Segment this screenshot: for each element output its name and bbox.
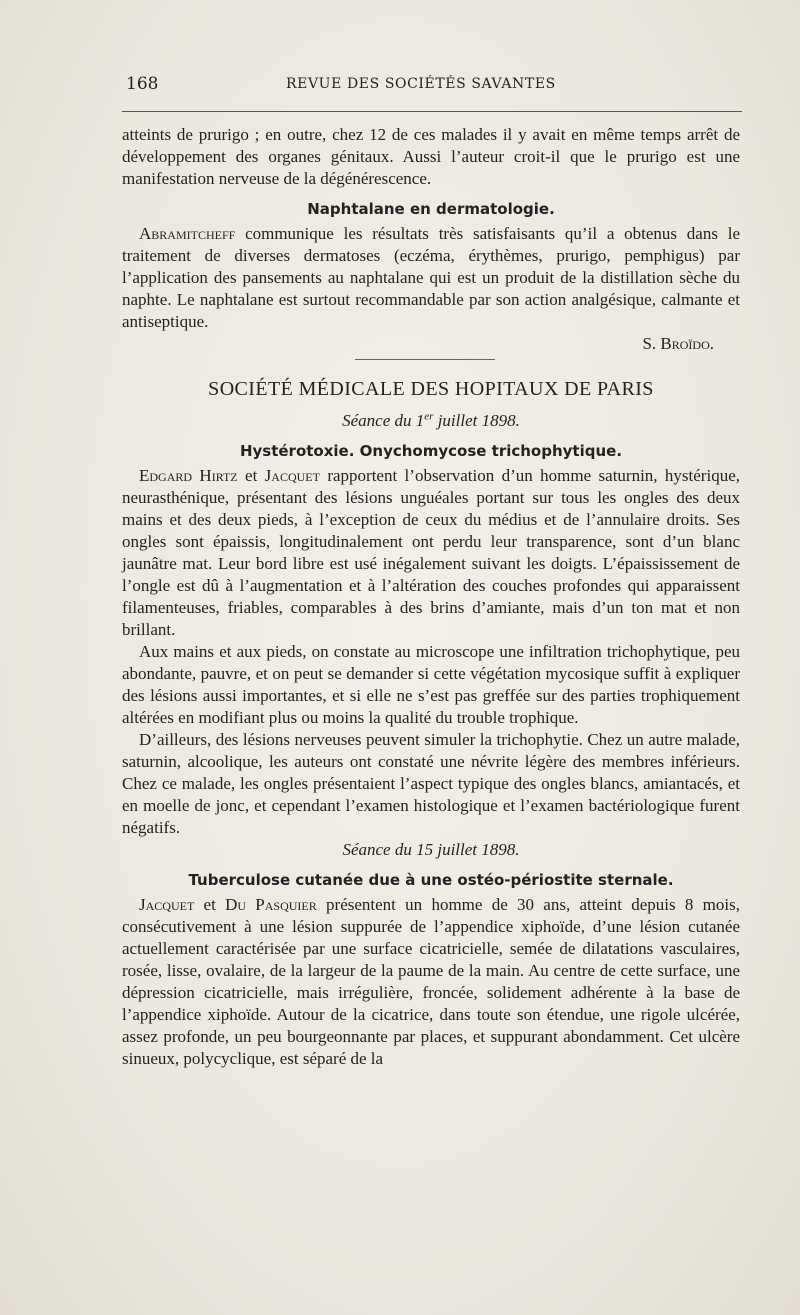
running-title: REVUE DES SOCIÉTÉS SAVANTES <box>286 76 556 92</box>
conjunction: et <box>237 466 265 485</box>
paragraph-naphtalane <box>122 223 740 333</box>
author-name: Du Pasquier <box>225 895 317 914</box>
signature-name: Broïdo. <box>660 334 714 353</box>
paragraph-text: présentent un homme de 30 ans, atteint depuis 8 mois, consécutivement à une lésion suppurée de l’appendice xiphoïde, d’une lésion cutanée actuellement caractérisée par une surface cicatricielle, semée de dilatations vasculaires, rosée, lisse, ovalaire, de la largeur de la paume de la main. Au centre de cette surface, une dépression cicatricielle, mais irrégulière, froncée, solidement adhérente à la base de l’appendice xiphoïde. Autour de la cicatrice, dans toute son étendue, une rigole ulcérée, assez profonde, un peu bourgeonnante par places, et suppurant abondamment. Cet ulcère sinueux, polycyclique, est séparé de la <box>122 895 740 1068</box>
page-body <box>122 124 740 1070</box>
session-date-text: Séance du 1 <box>342 411 425 430</box>
society-heading: SOCIÉTÉ MÉDICALE DES HOPITAUX DE PARIS <box>208 378 654 400</box>
paragraph-onychomycose <box>122 465 740 641</box>
session-date-2: Séance du 15 juillet 1898. <box>342 840 520 859</box>
session-date-1 <box>122 410 740 432</box>
paragraph-text: communique les résultats très satisfaisants qu’il a obtenus dans le traitement de diverses dermatoses (eczéma, érythèmes, prurigo, pemphigus) par l’application des pansements au naphtalane qui est un produit de la distillation sèche du naphte. Le naphtalane est surtout recommandable par son action analgésique, calmante et antiseptique. <box>122 224 740 331</box>
session-date-text: juillet 1898. <box>433 411 520 430</box>
section-divider <box>355 359 495 360</box>
author-name: Jacquet <box>264 466 320 485</box>
conjunction: et <box>194 895 226 914</box>
section-title-tuberculose: Tuberculose cutanée due à une ostéo-périostite sternale. <box>188 871 674 889</box>
paragraph-prurigo: atteints de prurigo ; en outre, chez 12 de ces malades il y avait en même temps arrêt de développement des organes génitaux. Aussi l’auteur croit-il que le prurigo est une manifestation nerveuse de la dégénérescence. <box>122 125 740 188</box>
header-rule <box>122 111 742 112</box>
author-name: Jacquet <box>139 895 195 914</box>
paragraph-microscope <box>122 641 740 729</box>
signature-initial: S. <box>642 334 661 353</box>
page-number: 168 <box>126 74 159 94</box>
page-header <box>126 74 740 98</box>
paragraph-lesions-nerveuses <box>122 729 740 839</box>
session-date-sup: er <box>424 410 434 423</box>
author-name: Abramitcheff <box>139 224 236 243</box>
paragraph-text: D’ailleurs, des lésions nerveuses peuvent simuler la trichophytie. Chez un autre malade, saturnin, alcoolique, les auteurs ont constaté une névrite légère des membres inférieurs. Chez ce malade, les ongles présentaient l’aspect typique des ongles blancs, amiantacés, et en moelle de jonc, et cependant l’examen histologique et l’examen bactériologique furent négatifs. <box>122 730 740 837</box>
section-title-hysterotoxie: Hystérotoxie. Onychomycose trichophytique. <box>239 442 623 460</box>
signature <box>122 333 740 355</box>
paragraph-text: rapportent l’observation d’un homme saturnin, hystérique, neurasthénique, présentant des lésions unguéales portant sur tous les ongles des deux mains et des deux pieds, à l’exception de ceux du médius et de l’annulaire droits. Ses ongles sont épaissis, longitudinalement ont perdu leur transparence, sont d’un blanc jaunâtre mat. Leur bord libre est usé inégalement suivant les doigts. L’épaississement de l’ongle est dû à l’augmentation et à l’altération des couches profondes qui apparaissent filamenteuses, friables, comparables à des brins d’amiante, mais d’un ton mat et non brillant. <box>122 466 740 639</box>
section-title-naphtalane: Naphtalane en dermatologie. <box>307 200 555 218</box>
author-name: Edgard Hirtz <box>139 466 238 485</box>
paragraph-text: Aux mains et aux pieds, on constate au microscope une infiltration trichophytique, peu abondante, pauvre, et on peut se demander si cette végétation mycosique suffit à expliquer des lésions aussi importantes, et si elle ne s’est pas greffée sur des parties trophiquement altérées en modifiant plus ou moins la qualité du trouble trophique. <box>122 642 740 727</box>
paragraph-tuberculose <box>122 894 740 1070</box>
